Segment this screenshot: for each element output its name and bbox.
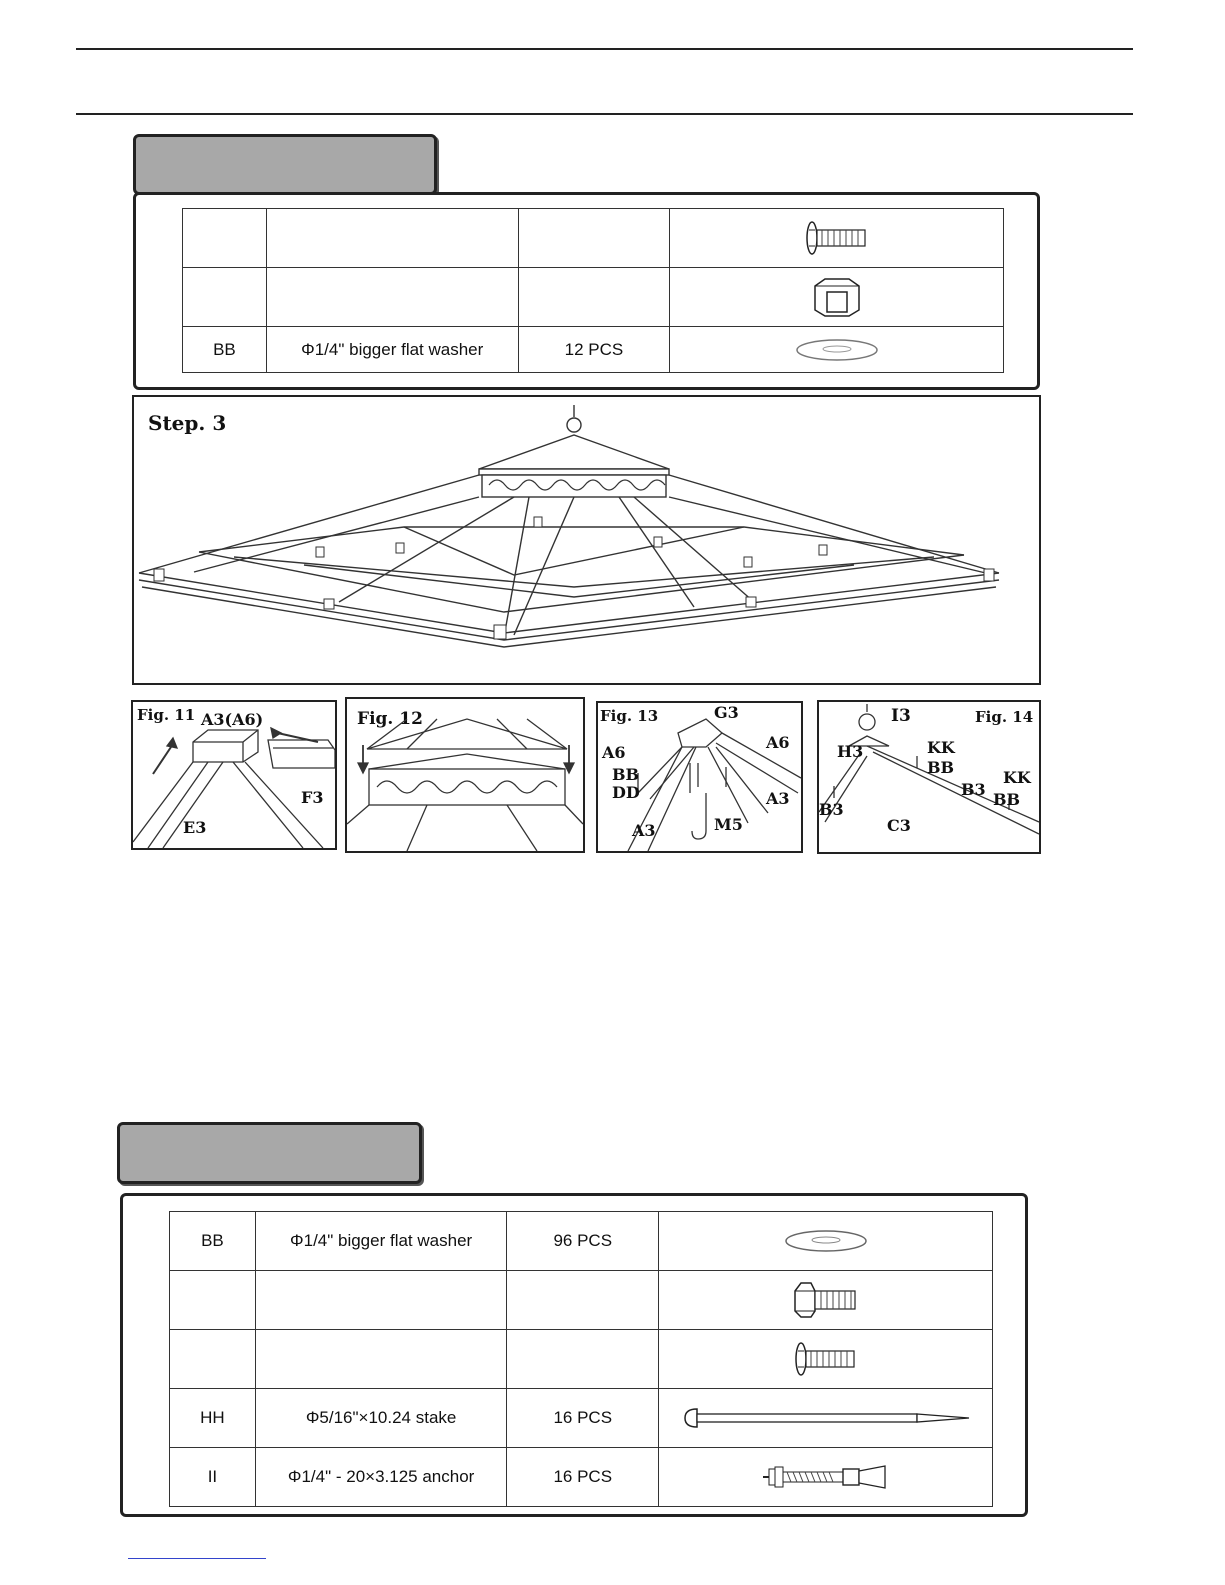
part-code: HH [170,1389,256,1448]
table-row [183,327,1004,373]
part-label: DD [612,783,640,802]
table-row [170,1212,993,1271]
part-label: A3(A6) [201,710,264,729]
figure-14 [817,700,1041,854]
figure-title: Fig. 13 [600,707,659,725]
hardware-tab-2 [117,1122,422,1184]
part-label: A6 [766,733,790,752]
part-quantity: 96 PCS [507,1212,659,1271]
part-description [255,1330,507,1389]
part-quantity: 12 PCS [518,327,670,373]
step-title: Step. 3 [148,411,227,435]
part-label: B3 [819,800,844,819]
part-label: I3 [891,706,911,726]
table-row [170,1330,993,1389]
part-code: BB [183,327,267,373]
part-label: H3 [837,742,864,761]
step-diagram-frame [132,395,1041,685]
part-label: BB [927,758,955,777]
figure-11 [131,700,337,850]
phillips-screw-icon [670,209,1004,268]
header-rule-bottom [76,113,1133,115]
part-label: C3 [887,816,911,835]
part-quantity: 16 PCS [507,1389,659,1448]
hardware-tab-1 [133,134,437,195]
figure-13 [596,701,803,853]
part-label: A3 [632,821,656,840]
table-row [183,268,1004,327]
gazebo-roof-illustration [134,397,1039,683]
hex-nut-icon [670,268,1004,327]
table-row [183,209,1004,268]
figure-title: Fig. 14 [975,708,1034,726]
part-label: BB [612,765,640,784]
part-code [170,1271,256,1330]
part-description: Φ1/4" bigger flat washer [266,327,518,373]
part-label: F3 [301,788,324,807]
part-description [266,209,518,268]
part-label: BB [993,790,1021,809]
anchor-bolt-icon [659,1448,993,1507]
hardware-table-2 [169,1211,993,1507]
phillips-screw-icon [659,1330,993,1389]
flat-washer-icon [659,1212,993,1271]
part-label: M5 [714,815,743,834]
figure-title: Fig. 12 [357,709,423,729]
part-quantity: 16 PCS [507,1448,659,1507]
part-description: Φ1/4" - 20×3.125 anchor [255,1448,507,1507]
part-quantity [518,209,670,268]
part-label: KK [1003,768,1031,787]
part-code [183,268,267,327]
fig12-illustration [347,699,583,851]
part-label: A6 [602,743,626,762]
part-label: B3 [961,780,986,799]
part-label: G3 [714,703,739,722]
table-row [170,1389,993,1448]
header-rule-top [76,48,1133,50]
part-code [183,209,267,268]
part-code: II [170,1448,256,1507]
part-label: E3 [183,818,207,837]
flat-washer-icon [670,327,1004,373]
part-label: A3 [766,789,790,808]
part-quantity [518,268,670,327]
figure-title: Fig. 11 [137,706,196,724]
part-code [170,1330,256,1389]
part-description: Φ5/16"×10.24 stake [255,1389,507,1448]
hex-bolt-icon [659,1271,993,1330]
part-description [255,1271,507,1330]
figure-12 [345,697,585,853]
part-quantity [507,1271,659,1330]
stake-icon [659,1389,993,1448]
part-description: Φ1/4" bigger flat washer [255,1212,507,1271]
part-quantity [507,1330,659,1389]
part-label: KK [927,738,955,757]
table-row [170,1448,993,1507]
part-description [266,268,518,327]
hardware-table-1 [182,208,1004,373]
part-code: BB [170,1212,256,1271]
table-row [170,1271,993,1330]
footer-link-underline [128,1558,266,1559]
